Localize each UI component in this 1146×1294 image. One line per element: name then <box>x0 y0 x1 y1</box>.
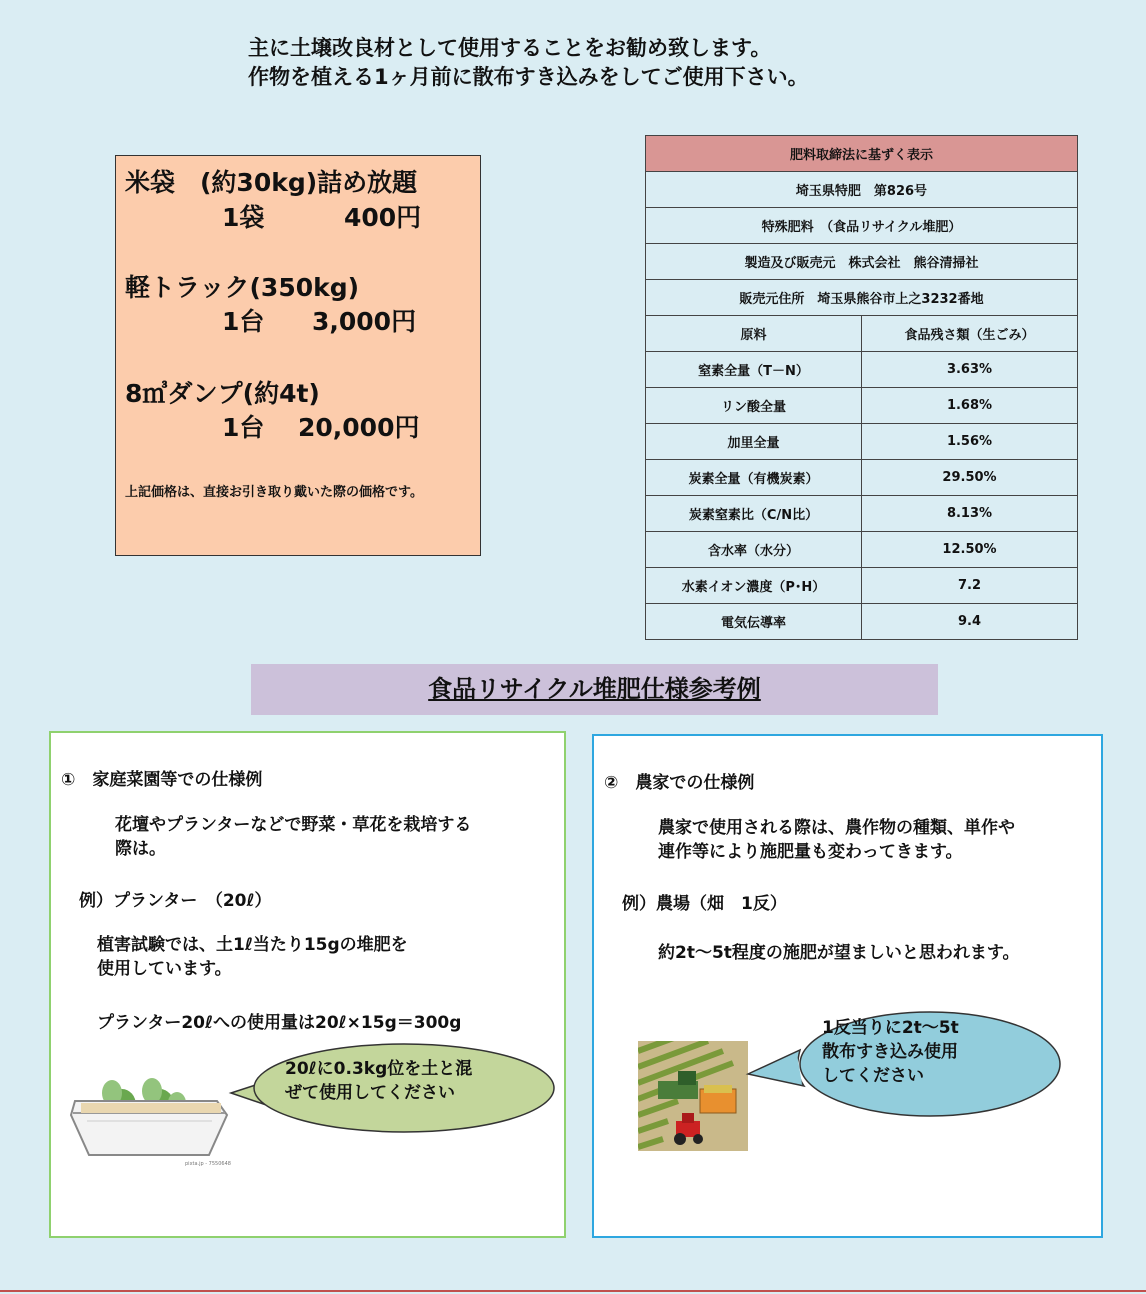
table-row <box>646 316 1078 352</box>
home-garden-bubble-line-2: ぜて使用してください <box>285 1083 455 1103</box>
registration-number: 埼玉県特肥 第826号 <box>646 172 1078 208</box>
table-row <box>646 424 1078 460</box>
table-row <box>646 460 1078 496</box>
row-label: 含水率（水分） <box>646 532 862 568</box>
price-note: 上記価格は、直接お引き取り戴いた際の価格です。 <box>125 485 423 500</box>
home-garden-trial-line-1: 植害試験では、土1ℓ当たり15gの堆肥を <box>97 935 408 955</box>
farm-bubble-line-1: 1反当りに2t～5t <box>822 1018 959 1038</box>
fertilizer-label-table <box>645 135 1078 640</box>
intro-line-2: 作物を植える1ヶ月前に散布すき込みをしてご使用下さい。 <box>248 65 809 89</box>
row-label: リン酸全量 <box>646 388 862 424</box>
row-value: 8.13% <box>862 496 1078 532</box>
row-value: 29.50% <box>862 460 1078 496</box>
table-header: 肥料取締法に基ずく表示 <box>646 136 1078 172</box>
row-value: 12.50% <box>862 532 1078 568</box>
row-label: 窒素全量（T－N） <box>646 352 862 388</box>
farm-desc-line-2: 連作等により施肥量も変わってきます。 <box>658 842 963 862</box>
home-garden-description <box>115 813 471 861</box>
light-truck-price: 3,000円 <box>312 307 417 336</box>
seller-address: 販売元住所 埼玉県熊谷市上之3232番地 <box>646 280 1078 316</box>
table-row <box>646 532 1078 568</box>
row-label: 炭素全量（有機炭素） <box>646 460 862 496</box>
row-label: 水素イオン濃度（P･H） <box>646 568 862 604</box>
farm-panel <box>592 734 1103 1238</box>
farm-desc-line-1: 農家で使用される際は、農作物の種類、単作や <box>658 818 1015 838</box>
home-garden-desc-line-1: 花壇やプランターなどで野菜・草花を栽培する <box>115 815 472 835</box>
tractor-field-icon <box>638 1041 748 1151</box>
row-label: 原料 <box>646 316 862 352</box>
rice-bag-price: 400円 <box>344 203 422 232</box>
intro-text <box>248 34 948 92</box>
farm-bubble-line-3: してください <box>822 1066 924 1086</box>
dump-price: 20,000円 <box>298 413 420 442</box>
farm-heading: ② 農家での仕様例 <box>604 773 755 793</box>
farm-bubble-line-2: 散布すき込み使用 <box>822 1042 958 1062</box>
row-label: 加里全量 <box>646 424 862 460</box>
row-value: 1.68% <box>862 388 1078 424</box>
row-value: 食品残さ類（生ごみ） <box>862 316 1078 352</box>
table-row <box>646 604 1078 640</box>
row-value: 1.56% <box>862 424 1078 460</box>
planter-image-caption: pixta.jp - 7550648 <box>185 1161 231 1167</box>
rice-bag-unit: 1袋 <box>222 203 265 232</box>
row-label: 電気伝導率 <box>646 604 862 640</box>
farm-example: 例）農場（畑 1反） <box>622 894 787 914</box>
home-garden-panel <box>49 731 566 1238</box>
home-garden-calc: プランター20ℓへの使用量は20ℓ×15g＝300g <box>97 1013 462 1033</box>
row-value: 7.2 <box>862 568 1078 604</box>
home-garden-bubble-line-1: 20ℓに0.3kg位を土と混 <box>285 1059 473 1079</box>
home-garden-desc-line-2: 際は。 <box>115 839 166 859</box>
fertilizer-type: 特殊肥料 （食品リサイクル堆肥） <box>646 208 1078 244</box>
light-truck-title: 軽トラック(350kg) <box>125 273 360 302</box>
section-title: 食品リサイクル堆肥仕様参考例 <box>251 664 938 715</box>
home-garden-example: 例）プランター （20ℓ） <box>79 891 272 911</box>
table-row <box>646 352 1078 388</box>
price-box <box>115 155 481 556</box>
home-garden-trial <box>97 933 408 981</box>
home-garden-trial-line-2: 使用しています。 <box>97 959 232 979</box>
farm-description <box>658 816 1015 864</box>
home-garden-heading: ① 家庭菜園等での仕様例 <box>61 770 263 790</box>
row-value: 9.4 <box>862 604 1078 640</box>
table-row <box>646 568 1078 604</box>
row-value: 3.63% <box>862 352 1078 388</box>
bottom-divider <box>0 1290 1146 1292</box>
table-row <box>646 388 1078 424</box>
dump-unit: 1台 <box>222 413 265 442</box>
farm-amount: 約2t～5t程度の施肥が望ましいと思われます。 <box>658 943 1020 963</box>
light-truck-unit: 1台 <box>222 307 265 336</box>
intro-line-1: 主に土壌改良材として使用することをお勧め致します。 <box>248 36 772 60</box>
row-label: 炭素窒素比（C/N比） <box>646 496 862 532</box>
dump-title: 8㎥ダンプ(約4t) <box>125 379 320 408</box>
rice-bag-title: 米袋 (約30kg)詰め放題 <box>125 168 418 197</box>
table-row <box>646 496 1078 532</box>
maker: 製造及び販売元 株式会社 熊谷清掃社 <box>646 244 1078 280</box>
